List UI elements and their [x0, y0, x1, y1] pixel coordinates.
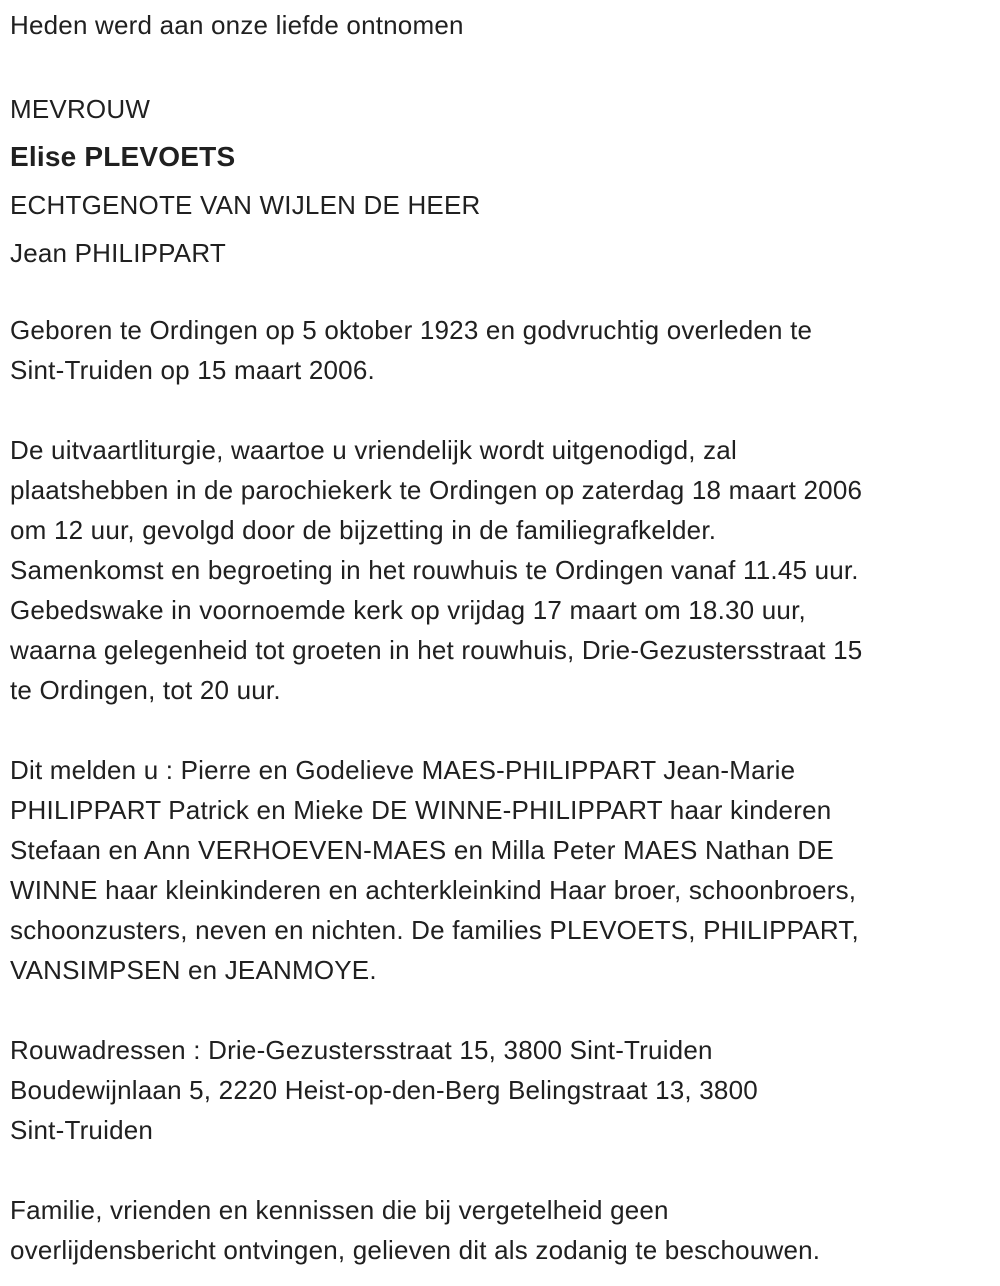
deceased-header [10, 85, 988, 277]
text-line: schoonzusters, neven en nichten. De families PLEVOETS, PHILIPPART, [10, 915, 859, 945]
text-line: Familie, vrienden en kennissen die bij vergetelheid geen [10, 1195, 669, 1225]
funeral-paragraph [10, 430, 988, 710]
text-line: om 12 uur, gevolgd door de bijzetting in de familiegrafkelder. [10, 515, 717, 545]
announcement-paragraph [10, 750, 988, 990]
text-line: Gebedswake in voornoemde kerk op vrijdag 17 maart om 18.30 uur, [10, 595, 806, 625]
text-line: Sint-Truiden [10, 1115, 154, 1145]
text-line: waarna gelegenheid tot groeten in het rouwhuis, Drie-Gezustersstraat 15 [10, 635, 863, 665]
obituary-document [10, 5, 988, 1270]
text-line: De uitvaartliturgie, waartoe u vriendelijk wordt uitgenodigd, zal [10, 435, 737, 465]
spouse-title: ECHTGENOTE VAN WIJLEN DE HEER [10, 190, 481, 220]
closing-paragraph [10, 1190, 988, 1270]
text-line: WINNE haar kleinkinderen en achterkleinkind Haar broer, schoonbroers, [10, 875, 857, 905]
salutation: MEVROUW [10, 94, 151, 124]
text-line: Boudewijnlaan 5, 2220 Heist-op-den-Berg Belingstraat 13, 3800 [10, 1075, 758, 1105]
text-line: Samenkomst en begroeting in het rouwhuis te Ordingen vanaf 11.45 uur. [10, 555, 859, 585]
text-line: plaatshebben in de parochiekerk te Ordingen op zaterdag 18 maart 2006 [10, 475, 863, 505]
text-line: VANSIMPSEN en JEANMOYE. [10, 955, 377, 985]
spouse-name: Jean PHILIPPART [10, 238, 226, 268]
text-line: te Ordingen, tot 20 uur. [10, 675, 281, 705]
text-line: PHILIPPART Patrick en Mieke DE WINNE-PHILIPPART haar kinderen [10, 795, 832, 825]
text-line: overlijdensbericht ontvingen, gelieven dit als zodanig te beschouwen. [10, 1235, 821, 1265]
text-line: Rouwadressen : Drie-Gezustersstraat 15, 3800 Sint-Truiden [10, 1035, 713, 1065]
mourning-addresses-paragraph [10, 1030, 988, 1150]
text-line: Geboren te Ordingen op 5 oktober 1923 en godvruchtig overleden te [10, 315, 813, 345]
text-line: Stefaan en Ann VERHOEVEN-MAES en Milla Peter MAES Nathan DE [10, 835, 834, 865]
intro-line: Heden werd aan onze liefde ontnomen [10, 10, 464, 40]
text-line: Dit melden u : Pierre en Godelieve MAES-PHILIPPART Jean-Marie [10, 755, 796, 785]
text-line: Sint-Truiden op 15 maart 2006. [10, 355, 375, 385]
deceased-name: Elise PLEVOETS [10, 141, 236, 172]
birth-death-paragraph [10, 310, 988, 390]
intro-paragraph [10, 5, 988, 45]
